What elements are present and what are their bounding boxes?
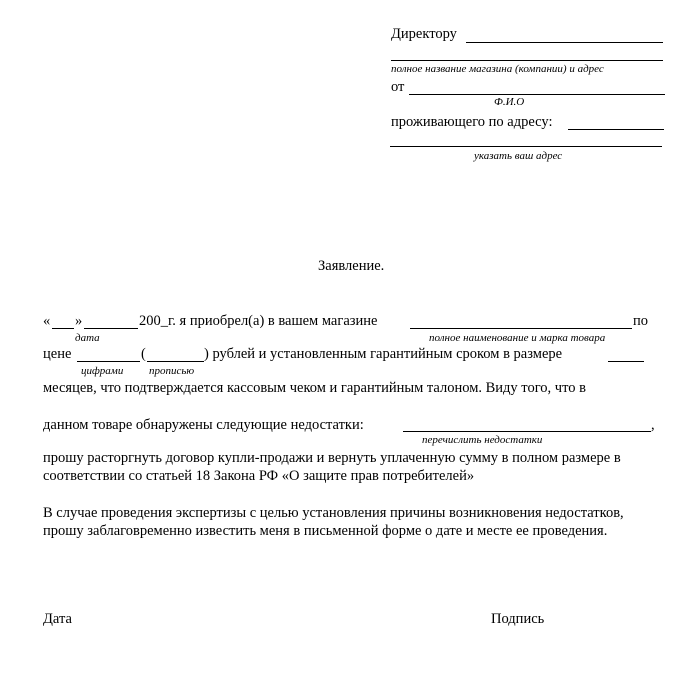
date-hint: дата xyxy=(75,332,100,344)
month-line[interactable] xyxy=(84,313,138,329)
close-quote: » xyxy=(75,313,83,329)
document-title: Заявление. xyxy=(318,258,385,274)
store-name-line[interactable] xyxy=(391,45,663,61)
product-hint: полное наименование и марка товара xyxy=(429,332,606,344)
request-paragraph: прошу расторгнуть договор купли-продажи и вернуть уплаченную сумму в полном размере в соответствии со статьей 18 Закона РФ «О защите прав потребителей» xyxy=(43,450,621,484)
store-hint: полное название магазина (компании) и адрес xyxy=(391,63,604,75)
po-text: по xyxy=(633,313,649,329)
signature-label: Подпись xyxy=(491,611,545,627)
address-hint: указать ваш адрес xyxy=(474,150,563,162)
price-text-2: рублей и установленным гарантийным сроком в размере xyxy=(212,346,563,362)
day-line[interactable] xyxy=(52,313,74,329)
price-digits-line[interactable] xyxy=(77,346,140,362)
purchase-text: 200_г. я приобрел(а) в вашем магазине xyxy=(139,313,378,329)
fio-line[interactable] xyxy=(409,78,665,95)
expertise-paragraph: В случае проведения экспертизы с целью установления причины возникновения недостатков, прошу заблаговременно известить меня в письменной форме о дате и месте ее проведения. xyxy=(43,505,624,539)
fio-hint: Ф.И.О xyxy=(494,96,525,108)
open-quote: « xyxy=(43,313,51,329)
price-text-2-wrap: ) рублей и установленным гарантийным сроком в размере xyxy=(204,346,563,362)
defects-line[interactable] xyxy=(403,416,651,432)
from-label: от xyxy=(391,79,405,95)
address-line-2[interactable] xyxy=(390,131,662,147)
director-name-line[interactable] xyxy=(466,26,663,43)
defects-comma: , xyxy=(651,417,655,433)
digits-hint: цифрами xyxy=(81,365,124,377)
price-words-line[interactable] xyxy=(147,346,204,362)
residing-label: проживающего по адресу: xyxy=(391,114,553,130)
address-line-1[interactable] xyxy=(568,113,664,130)
words-hint: прописью xyxy=(149,365,195,377)
warranty-months-line[interactable] xyxy=(608,346,644,362)
price-text-1: цене xyxy=(43,346,72,362)
price-open-paren: ( xyxy=(141,346,146,362)
defects-text: данном товаре обнаружены следующие недостатки: xyxy=(43,417,364,433)
months-line: месяцев, что подтверждается кассовым чеком и гарантийным талоном. Виду того, что в xyxy=(43,380,586,396)
defects-hint: перечислить недостатки xyxy=(422,434,543,446)
date-label: Дата xyxy=(43,611,72,627)
director-label: Директору xyxy=(391,26,457,42)
product-line[interactable] xyxy=(410,313,632,329)
